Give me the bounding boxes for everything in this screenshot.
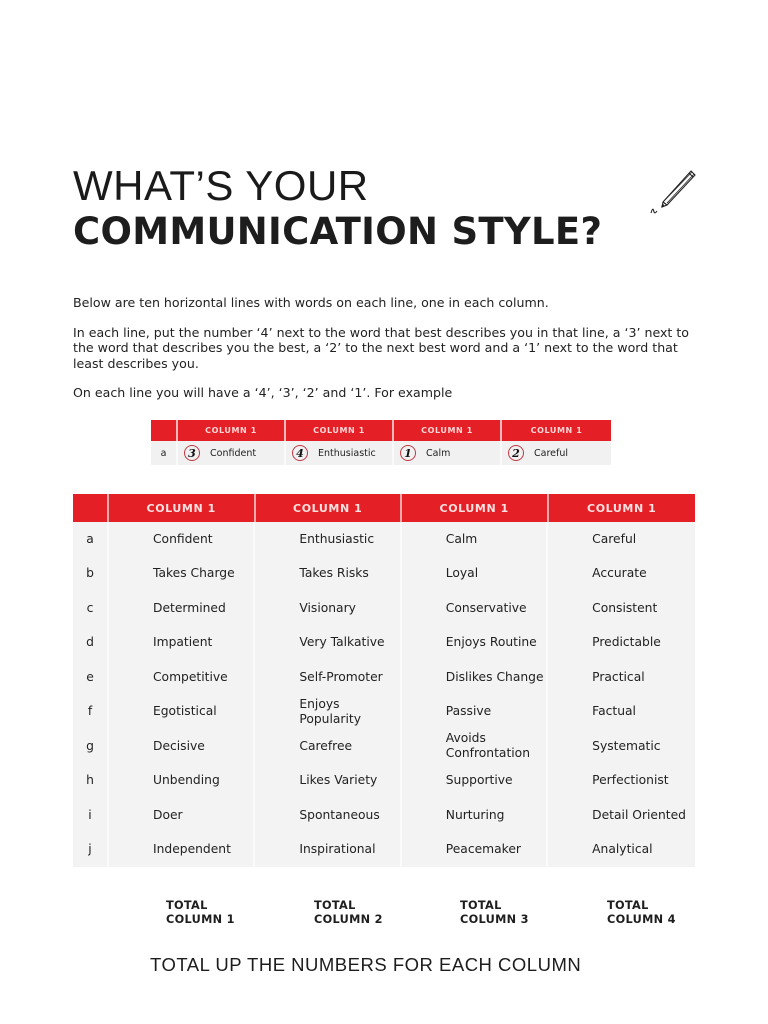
word-label: Competitive xyxy=(152,669,228,684)
word-cell-col-1[interactable] xyxy=(109,557,255,592)
word-label: Visionary xyxy=(299,600,356,615)
word-label: Decisive xyxy=(152,738,205,753)
word-label: Carefree xyxy=(299,738,353,753)
table-row xyxy=(73,764,695,799)
title-line-2: COMMUNICATION STYLE? xyxy=(73,210,603,253)
word-label: Dislikes Change xyxy=(445,669,544,684)
word-label: Likes Variety xyxy=(299,773,378,788)
word-cell-col-3[interactable] xyxy=(402,626,548,661)
example-table-header xyxy=(151,420,611,441)
word-cell-col-2[interactable] xyxy=(255,729,401,764)
instructions xyxy=(73,295,698,415)
instruction-paragraph-3: On each line you will have a ‘4’, ‘3’, ‘2’ and ‘1’. For example xyxy=(73,385,453,400)
word-label: Doer xyxy=(152,807,183,822)
total-column-label: COLUMN 4 xyxy=(607,913,676,926)
word-cell-col-4[interactable] xyxy=(548,557,695,592)
example-cell-3 xyxy=(394,441,502,465)
word-cell-col-1[interactable] xyxy=(109,798,255,833)
example-cell-2 xyxy=(286,441,394,465)
row-letter: g xyxy=(73,729,109,764)
word-label: Predictable xyxy=(592,635,661,650)
word-cell-col-3[interactable] xyxy=(402,695,548,730)
pencil-icon xyxy=(648,168,698,218)
example-header-col-1: COLUMN 1 xyxy=(178,420,286,441)
total-column-3[interactable] xyxy=(460,899,529,927)
total-column-4[interactable] xyxy=(607,899,676,927)
table-row xyxy=(73,833,695,868)
word-cell-col-4[interactable] xyxy=(548,764,695,799)
word-cell-col-4[interactable] xyxy=(548,833,695,868)
instruction-paragraph-1: Below are ten horizontal lines with words on each line, one in each column. xyxy=(73,295,549,310)
word-cell-col-1[interactable] xyxy=(109,764,255,799)
word-cell-col-1[interactable] xyxy=(109,591,255,626)
word-label: Spontaneous xyxy=(299,807,380,822)
word-cell-col-4[interactable] xyxy=(548,591,695,626)
total-label: TOTAL xyxy=(314,899,356,912)
word-label: Loyal xyxy=(445,566,479,581)
total-column-label: COLUMN 2 xyxy=(314,913,383,926)
row-letter: j xyxy=(73,833,109,868)
word-cell-col-1[interactable] xyxy=(109,729,255,764)
word-label: Enjoys Routine xyxy=(445,635,537,650)
word-label: Supportive xyxy=(445,773,513,788)
table-row xyxy=(73,695,695,730)
word-cell-col-3[interactable] xyxy=(402,798,548,833)
word-label: Perfectionist xyxy=(592,773,669,788)
word-cell-col-3[interactable] xyxy=(402,660,548,695)
table-row xyxy=(73,557,695,592)
example-header-col-2: COLUMN 1 xyxy=(286,420,394,441)
word-label: Avoids Confrontation xyxy=(445,731,530,761)
word-label: Confident xyxy=(152,531,213,546)
table-row xyxy=(73,729,695,764)
word-label: Practical xyxy=(592,669,645,684)
example-header-col-4: COLUMN 1 xyxy=(502,420,611,441)
word-cell-col-4[interactable] xyxy=(548,798,695,833)
row-letter: c xyxy=(73,591,109,626)
word-cell-col-1[interactable] xyxy=(109,626,255,661)
word-cell-col-2[interactable] xyxy=(255,764,401,799)
word-label: Enthusiastic xyxy=(299,531,375,546)
word-cell-col-2[interactable] xyxy=(255,626,401,661)
table-row xyxy=(73,660,695,695)
word-label: Enjoys Popularity xyxy=(299,696,361,726)
table-row xyxy=(73,522,695,557)
word-cell-col-4[interactable] xyxy=(548,522,695,557)
example-word: Confident xyxy=(210,447,257,459)
word-label: Detail Oriented xyxy=(592,807,686,822)
table-row xyxy=(73,591,695,626)
word-label: Careful xyxy=(592,531,637,546)
header-col-2: COLUMN 1 xyxy=(256,494,403,522)
word-label: Consistent xyxy=(592,600,658,615)
word-cell-col-2[interactable] xyxy=(255,557,401,592)
circled-rank: 1 xyxy=(400,445,416,461)
word-cell-col-4[interactable] xyxy=(548,729,695,764)
word-label: Factual xyxy=(592,704,636,719)
word-cell-col-2[interactable] xyxy=(255,522,401,557)
word-label: Self-Promoter xyxy=(299,669,383,684)
header-blank xyxy=(73,494,109,522)
word-cell-col-3[interactable] xyxy=(402,522,548,557)
total-column-1[interactable] xyxy=(166,899,235,927)
word-label: Independent xyxy=(152,842,231,857)
communication-style-table xyxy=(73,494,695,867)
example-row-letter: a xyxy=(151,441,178,465)
footer-instruction: TOTAL UP THE NUMBERS FOR EACH COLUMN xyxy=(150,954,582,975)
total-label: TOTAL xyxy=(607,899,649,912)
word-label: Determined xyxy=(152,600,226,615)
word-label: Very Talkative xyxy=(299,635,385,650)
word-label: Peacemaker xyxy=(445,842,521,857)
word-cell-col-3[interactable] xyxy=(402,557,548,592)
example-table xyxy=(151,420,611,465)
table-header xyxy=(73,494,695,522)
table-row xyxy=(73,798,695,833)
example-cell-4 xyxy=(502,441,611,465)
word-label: Systematic xyxy=(592,738,661,753)
word-cell-col-3[interactable] xyxy=(402,729,548,764)
word-label: Calm xyxy=(445,531,478,546)
circled-rank: 4 xyxy=(292,445,308,461)
word-cell-col-2[interactable] xyxy=(255,695,401,730)
total-column-2[interactable] xyxy=(314,899,383,927)
instruction-paragraph-2: In each line, put the number ‘4’ next to the word that best describes you in that line, a ‘3’ next to the word that describes you the best, a ‘2’ to the next best word and a ‘1’ next to the word that least describes you. xyxy=(73,324,690,371)
word-label: Impatient xyxy=(152,635,213,650)
row-letter: h xyxy=(73,764,109,799)
word-label: Inspirational xyxy=(299,842,376,857)
table-body xyxy=(73,522,695,867)
example-word: Enthusiastic xyxy=(318,447,376,459)
row-letter: e xyxy=(73,660,109,695)
word-cell-col-1[interactable] xyxy=(109,695,255,730)
circled-rank: 3 xyxy=(184,445,200,461)
header-col-4: COLUMN 1 xyxy=(549,494,696,522)
word-cell-col-3[interactable] xyxy=(402,591,548,626)
word-label: Takes Charge xyxy=(152,566,235,581)
word-cell-col-3[interactable] xyxy=(402,833,548,868)
word-cell-col-2[interactable] xyxy=(255,798,401,833)
total-label: TOTAL xyxy=(166,899,208,912)
word-cell-col-1[interactable] xyxy=(109,833,255,868)
header-col-1: COLUMN 1 xyxy=(109,494,256,522)
example-header-col-3: COLUMN 1 xyxy=(394,420,502,441)
word-cell-col-4[interactable] xyxy=(548,660,695,695)
word-label: Conservative xyxy=(445,600,527,615)
header-col-3: COLUMN 1 xyxy=(402,494,549,522)
word-cell-col-2[interactable] xyxy=(255,660,401,695)
word-label: Unbending xyxy=(152,773,220,788)
word-cell-col-1[interactable] xyxy=(109,660,255,695)
row-letter: a xyxy=(73,522,109,557)
word-label: Egotistical xyxy=(152,704,217,719)
total-label: TOTAL xyxy=(460,899,502,912)
row-letter: f xyxy=(73,695,109,730)
word-cell-col-3[interactable] xyxy=(402,764,548,799)
word-label: Nurturing xyxy=(445,807,505,822)
example-table-row xyxy=(151,441,611,465)
example-word: Calm xyxy=(426,447,451,459)
word-cell-col-4[interactable] xyxy=(548,626,695,661)
total-column-label: COLUMN 1 xyxy=(166,913,235,926)
word-label: Accurate xyxy=(592,566,647,581)
word-cell-col-2[interactable] xyxy=(255,833,401,868)
word-cell-col-2[interactable] xyxy=(255,591,401,626)
total-column-label: COLUMN 3 xyxy=(460,913,529,926)
word-cell-col-4[interactable] xyxy=(548,695,695,730)
example-cell-1 xyxy=(178,441,286,465)
word-label: Takes Risks xyxy=(299,566,369,581)
row-letter: d xyxy=(73,626,109,661)
word-label: Passive xyxy=(445,704,492,719)
circled-rank: 2 xyxy=(508,445,524,461)
title-line-1: WHAT’S YOUR xyxy=(73,162,369,209)
word-label: Analytical xyxy=(592,842,653,857)
word-cell-col-1[interactable] xyxy=(109,522,255,557)
example-word: Careful xyxy=(534,447,569,459)
row-letter: b xyxy=(73,557,109,592)
row-letter: i xyxy=(73,798,109,833)
table-row xyxy=(73,626,695,661)
example-header-blank xyxy=(151,420,178,441)
